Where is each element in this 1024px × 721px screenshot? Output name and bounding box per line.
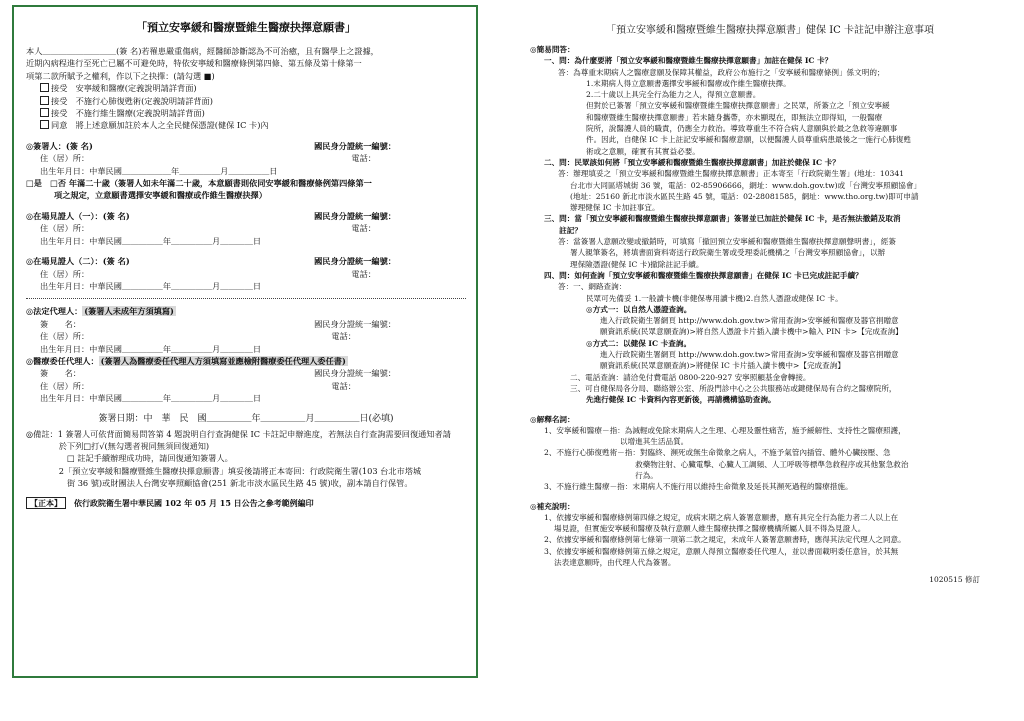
answer-line: 答：一、網路查詢：: [558, 282, 627, 292]
supplement-line: 2、依據安寧緩和醫療條例第七條第一項第二款之規定，未成年人簽署意願書時，應得其法定代理人之同意。: [544, 535, 906, 545]
supplement-line: 3、依據安寧緩和醫療條例第五條之規定，意願人得預立醫療委任代理人，並以書面載明委任意旨，於其無: [544, 546, 899, 556]
intro-line: 項第二款所賦予之權利，作以下之抉擇：(請勾選 ■): [26, 70, 215, 81]
checkbox[interactable]: [40, 83, 49, 92]
answer-line: 先進行健保 IC 卡資料內容更新後，再請機構協助查詢。: [586, 395, 776, 405]
intro-line: 本人＿＿＿＿＿＿＿＿＿(簽 名)若罹患嚴重傷病，經醫師診斷認為不可治癒，且有醫學上之證據，: [26, 46, 379, 56]
witness1-section: ◎在場見證人（一）：(簽 名) 國民身分證統一編號：: [26, 210, 396, 221]
checkbox[interactable]: [40, 120, 49, 129]
consent-form-front: [12, 5, 478, 678]
answer-line: 術或之意願，確實有其實益必要。: [586, 146, 700, 156]
medical-agent-sign: 簽 名： 國民身分證統一編號：: [40, 368, 396, 379]
legal-agent-address: 住（居）所： 電話：: [40, 331, 356, 342]
question: 一、問：為什麼要將「預立安寧緩和醫療暨維生醫療抉擇意願書」加註在健保 IC 卡？: [544, 56, 833, 66]
form-title: 「預立安寧緩和醫療暨維生醫療抉擇意願書」: [136, 21, 356, 34]
note-line: ◎備註：1 簽署人可依背面簡易問答第 4 題說明自行查詢健保 IC 卡註記申辦進度，若無法自行查詢需要回復通知者請: [26, 428, 451, 439]
divider: [26, 298, 466, 299]
signer-birth: 出生年月日：中華民國＿＿＿＿＿＿年＿＿＿＿＿月＿＿＿＿＿日: [40, 165, 278, 176]
question: 註記？: [544, 225, 582, 235]
age-check[interactable]: □是 □否 年滿二十歲（簽署人如未年滿二十歲，本意願書則依同安寧緩和醫療條例第四條第一: [26, 178, 372, 189]
supplement-header: ◎補充說明：: [530, 501, 575, 511]
signer-address: 住（居）所： 電話：: [40, 153, 376, 164]
witness1-address: 住（居）所： 電話：: [40, 223, 376, 234]
answer-line: 和醫療暨維生醫療抉擇意願書」若未隨身攜帶，亦未顯現在，即無法立即得知，一般醫療: [586, 112, 883, 122]
note-line[interactable]: □ 註記手續辦理成功時，請回復通知簽署人。: [26, 453, 233, 464]
legal-agent-sign: 簽 名： 國民身分證統一編號：: [40, 318, 396, 329]
age-check-note: 項之規定，立意願書選擇安寧緩和醫療或作維生醫療抉擇）: [54, 190, 267, 201]
note-line: 街 36 號)或財團法人台灣安寧照顧協會(251 新北市淡水區民生路 45 號)收，副本請自行保管。: [26, 478, 413, 489]
answer-line: 但對於已簽署「預立安寧緩和醫療暨維生醫療抉擇意願書」之民眾，所簽立之「預立安寧緩: [586, 101, 890, 111]
intro-line: 近期內病程進行至死亡已屬不可避免時，特依安寧緩和醫療條例第四條、第五條及第十條第一: [26, 58, 362, 69]
answer-line: 2.二十歲以上具完全行為能力之人，得預立意願書。: [586, 90, 761, 100]
answer-line: ◎方式二：以健保 IC 卡查詢。: [586, 338, 692, 348]
choice-item[interactable]: 接受 不施行維生醫療(定義說明請詳背面): [26, 107, 466, 119]
answer-line: (地址：25160 新北市淡水區民生路 45 號，電話：02-28081585，網址：www.tho.org.tw)即可申請: [570, 191, 919, 201]
answer-line: 院所，說醫護人員的職責，仍應全力救治。導致尊重生不符合病人意願與於最之急救等違願事: [586, 124, 898, 134]
question: 二、問：民眾該如何將「預立安寧緩和醫療暨維生醫療抉擇意願書」加註於健保 IC 卡？: [544, 157, 840, 167]
legal-agent-section: ◎法定代理人： (簽署人未成年方須填寫): [26, 306, 174, 317]
answer-line: 答：當簽署人意願改變或撤銷時，可填寫「撤回預立安寧緩和醫療暨維生醫療抉擇意願聲明書」，經簽: [558, 237, 896, 247]
legal-agent-birth: 出生年月日：中華民國＿＿＿＿＿年＿＿＿＿＿月＿＿＿＿日: [40, 343, 262, 354]
definitions-header: ◎解釋名詞：: [530, 414, 575, 424]
medical-agent-birth: 出生年月日：中華民國＿＿＿＿＿年＿＿＿＿＿月＿＿＿＿日: [40, 393, 262, 404]
witness2-section: ◎在場見證人（二）：(簽 名) 國民身分證統一編號：: [26, 256, 396, 267]
note-line: 2「預立安寧緩和醫療暨維生醫療抉擇意願書」填妥後請將正本寄回：行政院衛生署(103 台北市塔城: [26, 465, 422, 476]
answer-line: 1.末期病人得立意願書選擇安寧緩和醫療或作維生醫療抉擇。: [586, 78, 791, 88]
answer-line: ◎方式一：以自然人憑證查詢。: [586, 304, 692, 314]
answer-line: 署人親筆簽名，將填書面資料寄送行政院衛生署或受理委託機構之「台灣安寧照顧協會」，以辦: [570, 248, 886, 258]
choice-item[interactable]: 同意 將上述意願加註於本人之全民健保憑證(健保 IC 卡)內: [26, 119, 466, 131]
choice-item[interactable]: 接受 安寧緩和醫療(定義說明請詳背面): [26, 82, 466, 94]
definition-line: 行為。: [544, 470, 658, 480]
definition-line: 救藥物注射、心臟電擊、心臟人工調頻、人工呼吸等標準急救程序或其他緊急救治: [544, 459, 909, 469]
qa-header: ◎簡易問答：: [530, 45, 575, 54]
witness1-birth: 出生年月日：中華民國＿＿＿＿＿年＿＿＿＿＿月＿＿＿＿日: [40, 235, 262, 246]
medical-agent-section: ◎醫療委任代理人： (簽署人為醫療委任代理人方須填寫並應檢附醫療委任代理人委任書): [26, 355, 346, 366]
answer-line: 願資訊系統(民眾意願查詢)>將健保 IC 卡片插入讀卡機中>【完成查詢】: [600, 361, 845, 371]
instructions-title: 「預立安寧緩和醫療暨維生醫療抉擇意願書」健保 IC 卡註記申辦注意事項: [606, 25, 934, 36]
supplement-line: 法表達意願時，由代理人代為簽署。: [544, 558, 676, 568]
answer-line: 辦理健保 IC 卡加註事宜。: [570, 203, 660, 213]
form-footer: 【正本】 依行政院衛生署中華民國 102 年 05 月 15 日公告之參考範例編印: [26, 498, 466, 509]
answer-line: 三、可自健保局各分局、聯絡辦公室、所設門診中心之公共服務站或鍵健保局有合約之醫療院所，: [570, 383, 897, 393]
answer-line: 願資訊系統(民眾意願查詢)>將自然人憑證卡片插入讀卡機中>輸入 PIN 卡>【完成查詢】: [600, 327, 903, 337]
answer-line: 理保險憑證(健保 IC 卡)撤除註記手續。: [570, 259, 704, 269]
instructions-page: [520, 5, 1016, 700]
checkbox[interactable]: [40, 108, 49, 117]
witness2-address: 住（居）所： 電話：: [40, 268, 376, 279]
answer-line: 答：為尊重末期病人之醫療意願及保障其權益，政府公布施行之「安寧緩和醫療條例」係文明的；: [558, 67, 885, 77]
question: 三、問：當「預立安寧緩和醫療暨維生醫療抉擇意願書」簽署並已加註於健保 IC 卡，是否無法撤銷及取消: [544, 214, 901, 224]
definition-line: 以增進其生活品質。: [544, 437, 689, 447]
medical-agent-address: 住（居）所： 電話：: [40, 380, 356, 391]
supplement-line: 1、依據安寧緩和醫療條例第四條之規定，成病末期之病人簽署意願書，應有具完全行為能力者二人以上在: [544, 512, 899, 522]
signer-section: ◎簽署人：(簽 名) 國民身分證統一編號：: [26, 140, 396, 151]
definition-line: 2、不施行心肺復甦術－指：對臨終、瀕死或無生命徵象之病人，不施予氣管內插管、體外心臟按壓、急: [544, 448, 891, 458]
sign-date: 簽署日期：中 華 民 國＿＿＿＿＿年＿＿＿＿＿月＿＿＿＿＿日(必填): [98, 413, 394, 424]
answer-line: 二、電話查詢：請洽免付費電話 0800-220-927 安寧照顧基金會轉接。: [570, 372, 811, 382]
answer-link-line[interactable]: 進入行政院衛生署網頁 http://www.doh.gov.tw>常用查詢>安寧緩和醫療及器官捐贈意: [600, 350, 899, 360]
supplement-line: 場見證，但實施安寧緩和醫療及執行意願人維生醫療抉擇之醫療機構所屬人員不得為見證人。: [544, 524, 866, 534]
note-line: 於下列□打√(無勾選者視同無須回復通知): [26, 440, 210, 451]
choice-item[interactable]: 接受 不施行心肺復甦術(定義說明請詳背面): [26, 95, 466, 107]
revision-code: 1020515 修訂: [929, 575, 980, 585]
answer-link-line[interactable]: 進入行政院衛生署網頁 http://www.doh.gov.tw>常用查詢>安寧緩和醫療及器官捐贈意: [600, 316, 899, 326]
answer-line: 民眾可先備妥 1.一般讀卡機(非健保專用讀卡機)2.自然人憑證或健保 IC 卡。: [586, 293, 843, 303]
definition-line: 3、不施行維生醫療－指：末期病人不施行用以維持生命徵象及延長其瀕死過程的醫療措施。: [544, 482, 853, 492]
answer-line: 答：辦理填妥之「預立安寧緩和醫療暨維生醫療抉擇意願書」正本寄至「行政院衛生署」(地址：10341: [558, 169, 905, 179]
answer-line: 台北市大同區塔城街 36 號，電話：02-85906666，網址：www.doh.gov.tw)或「台灣安寧照顧協會」: [570, 180, 922, 190]
checkbox[interactable]: [40, 96, 49, 105]
witness2-birth: 出生年月日：中華民國＿＿＿＿＿年＿＿＿＿＿月＿＿＿＿日: [40, 280, 262, 291]
question: 四、問：如何查詢「預立安寧緩和醫療暨維生醫療抉擇意願書」在健保 IC 卡已完成註記手續？: [544, 270, 863, 280]
original-tag: 【正本】: [26, 497, 66, 509]
definition-line: 1、安寧緩和醫療－指：為減輕或免除末期病人之生理、心理及靈性痛苦，施予緩解性、支持性之醫療照護，: [544, 425, 906, 435]
answer-line: 件。因此，自健保 IC 卡上註記安寧緩和醫療意願，以便醫護人員尊重病患最後之一施行心肺復甦: [586, 135, 911, 145]
